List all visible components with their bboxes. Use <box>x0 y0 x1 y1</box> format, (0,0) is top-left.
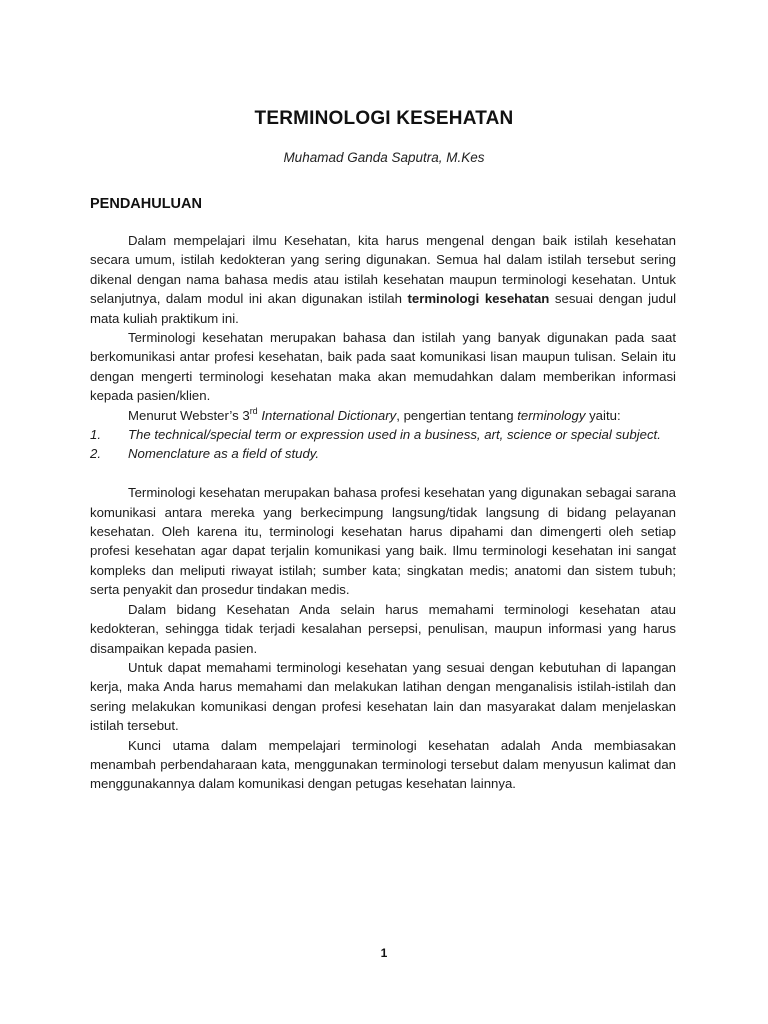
paragraph-1 <box>90 231 676 328</box>
document-title: TERMINOLOGI KESEHATAN <box>254 108 514 129</box>
section-heading: PENDAHULUAN <box>90 196 202 212</box>
paragraph-3 <box>90 406 676 425</box>
document-author: Muhamad Ganda Saputra, M.Kes <box>283 150 485 165</box>
paragraph-3-text-b: , pengertian tentang <box>396 407 518 423</box>
list-item-text: The technical/special term or expression used in a business, art, science or special subject. <box>128 427 661 443</box>
paragraph-1-bold-term: terminologi kesehatan <box>407 291 550 307</box>
paragraph-3-superscript: rd <box>249 405 258 416</box>
paragraph-3-italic-b: terminology <box>517 407 586 423</box>
paragraph-4: Terminologi kesehatan merupakan bahasa profesi kesehatan yang digunakan sebagai sarana komunikasi antara mereka yang berkecimpung langsung/tidak langsung di bidang pelayanan kesehatan. Oleh karena itu, terminologi kesehatan harus dipahami dan dimengerti oleh setiap profesi kesehatan agar dapat terjalin komunikasi yang baik. Ilmu terminologi kesehatan ini sangat kompleks dan meliputi riwayat istilah; sumber kata; singkatan medis; anatomi dan sistem tubuh; serta penyakit dan prosedur tindakan medis. <box>90 485 676 598</box>
document-body <box>90 231 676 794</box>
paragraph-3-text-c: yaitu: <box>585 407 621 423</box>
paragraph-5: Dalam bidang Kesehatan Anda selain harus memahami terminologi kesehatan atau kedokteran, sehingga tidak terjadi kesalahan persepsi, penulisan, maupun informasi yang harus disampaikan kepada pasien. <box>90 601 676 656</box>
paragraph-3-italic-a: International Dictionary <box>261 407 397 423</box>
paragraph-2: Terminologi kesehatan merupakan bahasa dan istilah yang banyak digunakan pada saat berkomunikasi antar profesi kesehatan, baik pada saat komunikasi lisan maupun tulisan. Selain itu dengan mengerti terminologi kesehatan maka akan memudahkan dalam memberikan informasi kepada pasien/klien. <box>90 330 676 404</box>
paragraph-6: Untuk dapat memahami terminologi kesehatan yang sesuai dengan kebutuhan di lapangan kerja, maka Anda harus memahami dan melakukan latihan dengan menganalisis istilah-istilah dan sering melakukan komunikasi dengan profesi kesehatan lain dan masyarakat dalam menjelaskan istilah tersebut. <box>90 659 676 734</box>
definition-list <box>90 425 676 464</box>
list-item <box>90 444 676 463</box>
list-item-number: 2. <box>90 446 101 462</box>
list-item <box>90 425 676 444</box>
paragraph-3-text-a: Menurut Webster’s 3 <box>128 407 250 423</box>
paragraph-1-text-b: sesuai dengan judul mata kuliah praktikum ini. <box>90 291 676 326</box>
paragraph-7: Kunci utama dalam mempelajari terminologi kesehatan adalah Anda membiasakan menambah perbendaharaan kata, menggunakan terminologi tersebut dalam menyusun kalimat dan menggunakannya dalam komunikasi dengan petugas kesehatan lainnya. <box>90 737 676 792</box>
list-item-number: 1. <box>90 427 101 443</box>
list-item-text: Nomenclature as a field of study. <box>128 446 320 462</box>
paragraph-1-text-a: Dalam mempelajari ilmu Kesehatan, kita harus mengenal dengan baik istilah kesehatan secara umum, istilah kedokteran yang sering digunakan. Semua hal dalam istilah tersebut sering dikenal dengan nama bahasa medis atau istilah kesehatan maupun terminologi kesehatan. Untuk selanjutnya, dalam modul ini akan digunakan istilah <box>90 233 676 307</box>
page-number: 1 <box>380 946 388 960</box>
